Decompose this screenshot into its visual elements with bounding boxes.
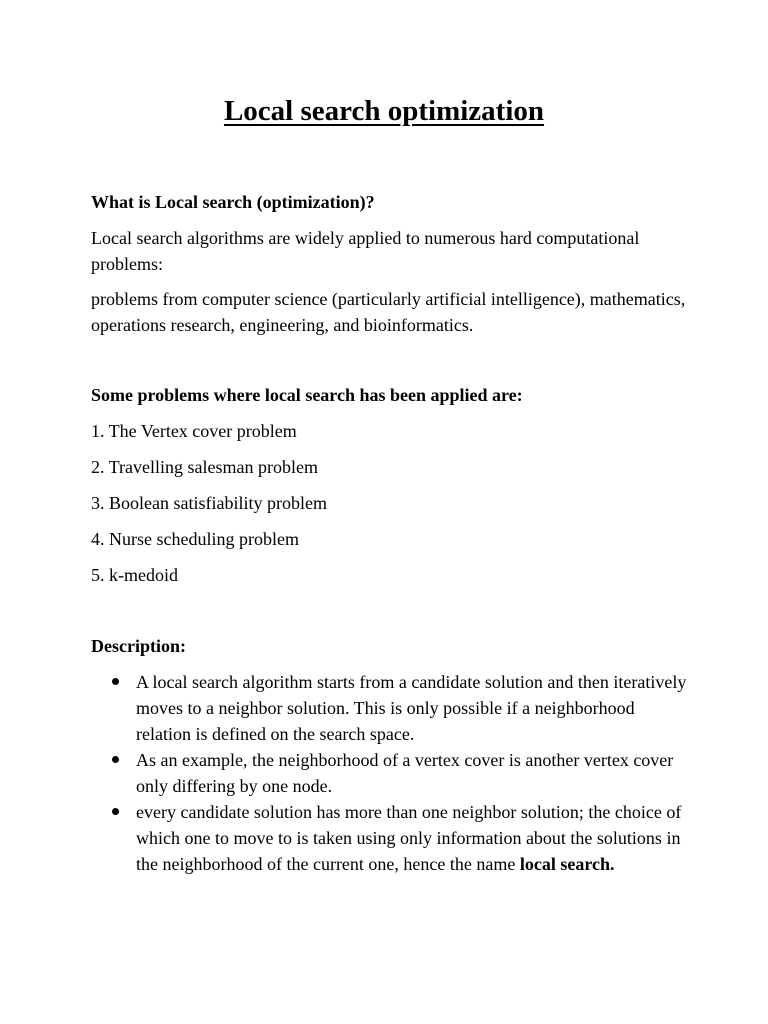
intro-paragraph-2: problems from computer science (particularly artificial intelligence), mathematics, operations research, engineering, and bioinformatics. (91, 289, 686, 335)
bullet-dot-icon (112, 678, 119, 685)
problems-list (91, 418, 691, 588)
section-spacer (91, 347, 691, 382)
description-bullet-bold-term: local search. (519, 854, 615, 874)
problem-item: 4. Nurse scheduling problem (91, 529, 299, 549)
document-body (91, 189, 691, 877)
question-heading: What is Local search (optimization)? (91, 192, 375, 212)
page-title: Local search optimization (223, 95, 545, 127)
bullet-dot-icon (112, 808, 119, 815)
section-spacer (91, 598, 691, 633)
problem-item: 1. The Vertex cover problem (91, 421, 297, 441)
description-bullet (91, 799, 691, 877)
description-bullet (91, 669, 691, 747)
description-list (91, 669, 691, 877)
problem-item: 3. Boolean satisfiability problem (91, 493, 327, 513)
bullet-dot-icon (112, 756, 119, 763)
problem-item: 2. Travelling salesman problem (91, 457, 318, 477)
description-bullet-text: As an example, the neighborhood of a vertex cover is another vertex cover only differing by one node. (136, 750, 674, 796)
description-bullet (91, 747, 691, 799)
problems-heading: Some problems where local search has been applied are: (91, 385, 523, 405)
description-bullet-text: every candidate solution has more than one neighbor solution; the choice of which one to move to is taken using only information about the solutions in the neighborhood of the current one, hence the name (136, 802, 682, 874)
intro-paragraph-1: Local search algorithms are widely applied to numerous hard computational problems: (91, 228, 640, 274)
description-heading: Description: (91, 636, 186, 656)
problem-item: 5. k-medoid (91, 565, 178, 585)
description-bullet-text: A local search algorithm starts from a candidate solution and then iteratively moves to a neighbor solution. This is only possible if a neighborhood relation is defined on the search space. (136, 672, 687, 744)
